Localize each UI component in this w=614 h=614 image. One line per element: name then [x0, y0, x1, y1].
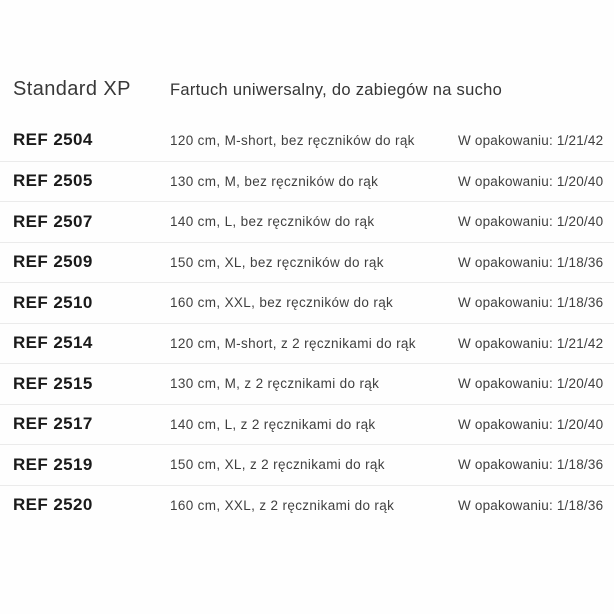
product-variant-description: 130 cm, M, z 2 ręcznikami do rąk [170, 376, 380, 392]
ref-code: REF 2504 [13, 130, 93, 150]
ref-code: REF 2505 [13, 171, 93, 191]
ref-code: REF 2515 [13, 373, 93, 393]
table-row [0, 363, 614, 404]
product-variant-description: 140 cm, L, bez ręczników do rąk [170, 214, 375, 230]
packaging-info: W opakowaniu: 1/18/36 [458, 254, 604, 270]
ref-code: REF 2514 [13, 333, 93, 353]
table-row [0, 282, 614, 323]
packaging-info: W opakowaniu: 1/20/40 [458, 416, 604, 432]
table-row [0, 485, 614, 526]
packaging-info: W opakowaniu: 1/20/40 [458, 173, 604, 189]
packaging-info: W opakowaniu: 1/20/40 [458, 214, 604, 230]
product-variant-description: 160 cm, XXL, z 2 ręcznikami do rąk [170, 497, 395, 513]
packaging-info: W opakowaniu: 1/20/40 [458, 376, 604, 392]
table-row [0, 323, 614, 364]
packaging-info: W opakowaniu: 1/21/42 [458, 132, 604, 148]
packaging-info: W opakowaniu: 1/18/36 [458, 295, 604, 311]
packaging-info: W opakowaniu: 1/18/36 [458, 497, 604, 513]
table-row [0, 120, 614, 161]
product-variant-description: 150 cm, XL, z 2 ręcznikami do rąk [170, 457, 385, 473]
ref-code: REF 2517 [13, 414, 93, 434]
ref-code: REF 2510 [13, 292, 93, 312]
product-variant-description: 140 cm, L, z 2 ręcznikami do rąk [170, 416, 376, 432]
catalog-header [0, 78, 614, 101]
series-name: Standard XP [13, 78, 131, 100]
packaging-info: W opakowaniu: 1/21/42 [458, 335, 604, 351]
ref-code: REF 2520 [13, 495, 93, 515]
table-row [0, 444, 614, 485]
ref-code: REF 2509 [13, 252, 93, 272]
series-description: Fartuch uniwersalny, do zabiegów na sucho [170, 81, 503, 99]
table-row [0, 201, 614, 242]
table-row [0, 404, 614, 445]
product-table [0, 120, 614, 525]
product-variant-description: 160 cm, XXL, bez ręczników do rąk [170, 295, 394, 311]
table-row [0, 242, 614, 283]
product-variant-description: 120 cm, M-short, bez ręczników do rąk [170, 132, 415, 148]
table-row [0, 161, 614, 202]
packaging-info: W opakowaniu: 1/18/36 [458, 457, 604, 473]
ref-code: REF 2507 [13, 211, 93, 231]
ref-code: REF 2519 [13, 454, 93, 474]
product-variant-description: 120 cm, M-short, z 2 ręcznikami do rąk [170, 335, 416, 351]
product-variant-description: 150 cm, XL, bez ręczników do rąk [170, 254, 384, 270]
product-variant-description: 130 cm, M, bez ręczników do rąk [170, 173, 379, 189]
